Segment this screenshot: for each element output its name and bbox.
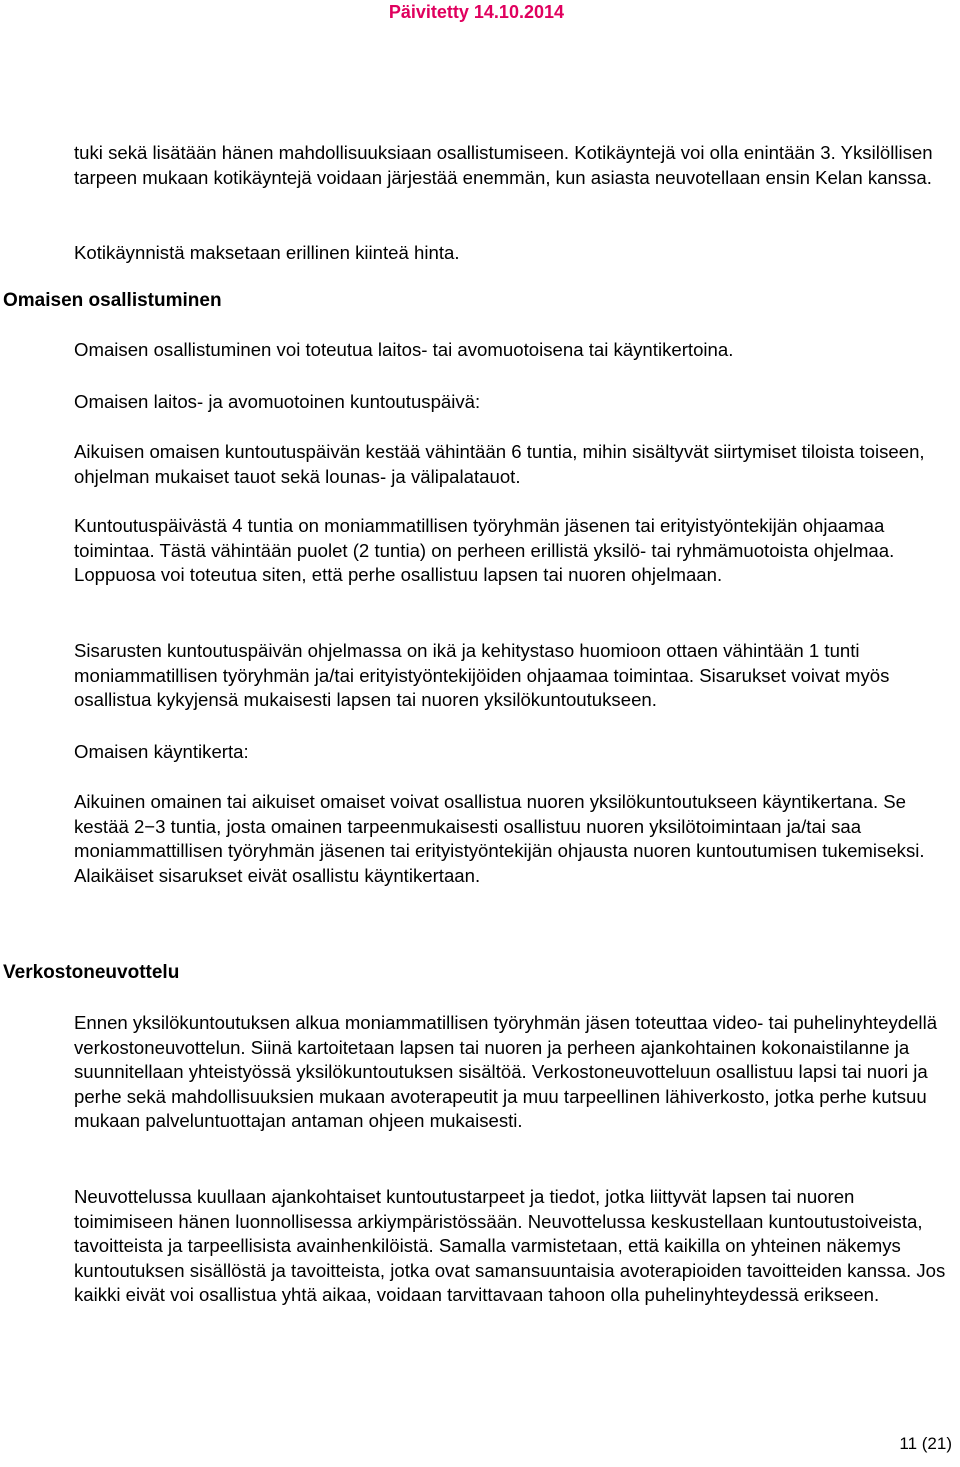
updated-date: Päivitetty 14.10.2014 — [388, 2, 564, 22]
subheading-visit: Omaisen käyntikerta: — [74, 741, 249, 762]
paragraph-home-visits: tuki sekä lisätään hänen mahdollisuuksiaan osallistumiseen. Kotikäyntejä voi olla enintään 3. Yksilöllisen tarpeen mukaan kotikäyntejä voidaan järjestää enemmän, kun asiasta neuvotellaan ensin Kelan kanssa. — [74, 142, 933, 188]
paragraph-siblings: Sisarusten kuntoutuspäivän ohjelmassa on ikä ja kehitystaso huomioon ottaen vähintään 1 tunti moniammatillisen työryhmän ja/tai erityistyöntekijöiden ohjaamaa toimintaa. Sisarukset voivat myös osallistua kykyjensä mukaisesti lapsen tai nuoren yksilökuntoutukseen. — [74, 640, 890, 711]
page-number: 11 (21) — [899, 1434, 952, 1453]
heading-network-meeting: Verkostoneuvottelu — [3, 962, 180, 983]
heading-family-participation: Omaisen osallistuminen — [3, 290, 222, 311]
paragraph-family-participation: Omaisen osallistuminen voi toteutua laitos- tai avomuotoisena tai käyntikertoina. — [74, 339, 734, 360]
paragraph-visit: Aikuinen omainen tai aikuiset omaiset voivat osallistua nuoren yksilökuntoutukseen käyntikertana. Se kestää 2−3 tuntia, josta omainen tarpeenmukaisesti osallistuu nuoren yksilötoimintaan ja/tai saa moniammattillisen työryhmän jäsenen tai erityistyöntekijän ohjausta nuoren kuntoutumisen tukemiseksi. Alaikäiset sisarukset eivät osallistu käyntikertaan. — [74, 791, 925, 886]
subheading-rehab-day: Omaisen laitos- ja avomuotoinen kuntoutuspäivä: — [74, 391, 481, 412]
paragraph-rehab-day-hours: Kuntoutuspäivästä 4 tuntia on moniammatillisen työryhmän jäsenen tai erityistyöntekijän ohjaamaa toimintaa. Tästä vähintään puolet (2 tuntia) on perheen erillistä yksilö- tai ryhmämuotoista ohjelmaa. Loppuosa voi toteutua siten, että perhe osallistuu lapsen tai nuoren ohjelmaan. — [74, 515, 895, 586]
paragraph-adult-rehab-day: Aikuisen omaisen kuntoutuspäivän kestää vähintään 6 tuntia, mihin sisältyvät siirtymiset tiloista toiseen, ohjelman mukaiset tauot sekä lounas- ja välipalatauot. — [74, 441, 925, 487]
paragraph-home-visit-price: Kotikäynnistä maksetaan erillinen kiinteä hinta. — [74, 242, 460, 263]
paragraph-meeting-content: Neuvottelussa kuullaan ajankohtaiset kuntoutustarpeet ja tiedot, jotka liittyvät lapsen tai nuoren toimimiseen hänen luonnollisessa arkiympäristössään. Neuvottelussa keskustellaan kuntoutustoiveista, tavoitteista ja tarpeellisista avainhenkilöistä. Samalla varmistetaan, että kaikilla on yhteinen näkemys kuntoutuksen sisällöstä ja tavoitteista, jotka ovat samansuuntaisia avoterapioiden tavoitteiden kanssa. Jos kaikki eivät voi osallistua yhtä aikaa, voidaan tarvittavaan tahoon olla puhelinyhteydessä erikseen. — [74, 1186, 946, 1306]
paragraph-network-meeting: Ennen yksilökuntoutuksen alkua moniammatillisen työryhmän jäsen toteuttaa video- tai puhelinyhteydellä verkostoneuvottelun. Siinä kartoitetaan lapsen tai nuoren ja perheen ajankohtainen kokonaistilanne ja suunnitellaan yhteistyössä yksilökuntoutuksen sisältöä. Verkostoneuvotteluun osallistuu lapsi tai nuori ja perhe sekä mahdollisuuksien mukaan avoterapeutit ja muu tarpeellinen lähiverkosto, jotka perhe kutsuu mukaan palveluntuottajan antaman ohjeen mukaisesti. — [74, 1012, 938, 1132]
